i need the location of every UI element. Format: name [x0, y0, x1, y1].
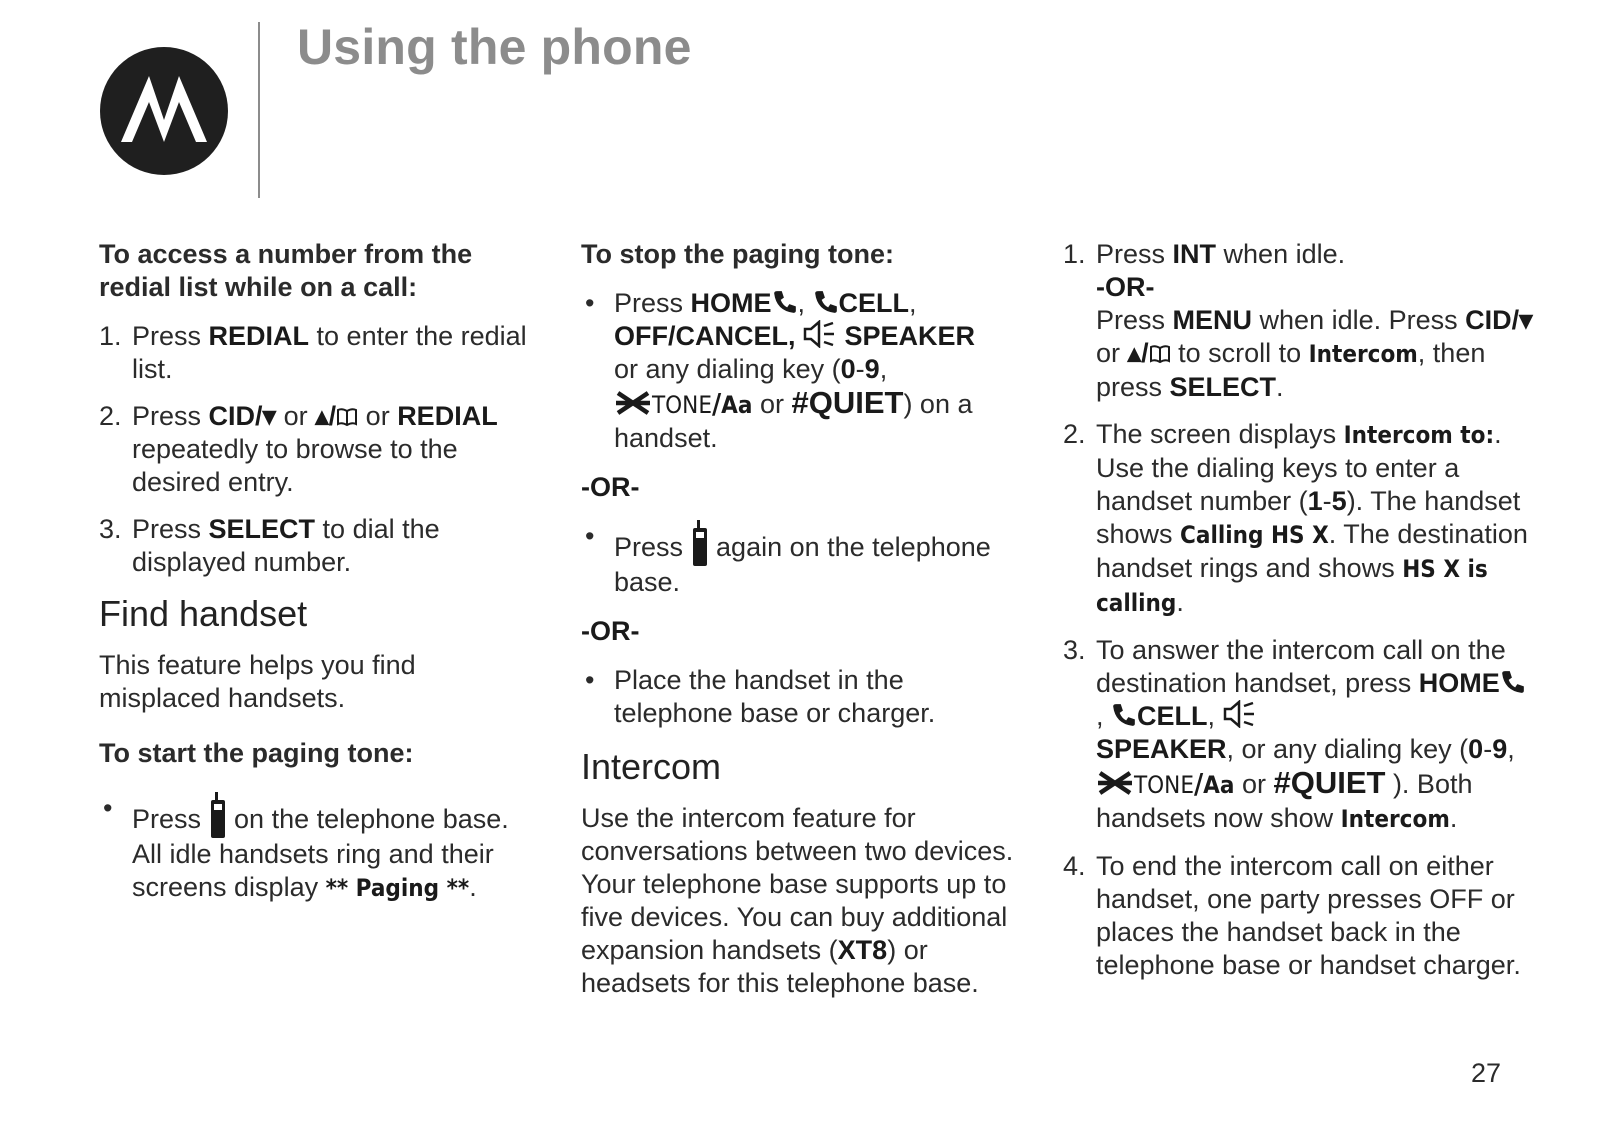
- phone-icon: [772, 289, 798, 315]
- phone-icon: [1111, 702, 1137, 728]
- column-1: [99, 238, 544, 921]
- star-key-icon: [1096, 770, 1134, 796]
- speaker-icon: [803, 320, 837, 348]
- phone-icon: [1500, 669, 1526, 695]
- page-title: Using the phone: [297, 19, 692, 75]
- speaker-icon: [1223, 700, 1257, 728]
- intercom-description: Use the intercom feature for conversations between two devices. Your telephone base supports up to five devices. You can buy additional expansion handsets (XT8) or headsets for this telephone base.: [581, 803, 1014, 998]
- list-item: • Press on the telephone base. All idle handsets ring and their screens display ** Paging **.: [103, 793, 509, 902]
- or-divider: -OR-: [581, 616, 640, 646]
- stop-paging-heading: To stop the paging tone:: [581, 239, 894, 269]
- find-handset-heading: Find handset: [99, 593, 308, 634]
- list-item: • Press again on the telephone base.: [585, 521, 991, 597]
- column-3: [1063, 238, 1533, 996]
- find-handset-icon: [691, 520, 709, 566]
- redial-heading: To access a number from the redial list while on a call:: [99, 239, 473, 302]
- list-item: 4. To end the intercom call on either handset, one party presses OFF or places the handset back in the telephone base or handset charger.: [1063, 851, 1521, 980]
- star-key-icon: [614, 390, 652, 416]
- column-2: [581, 238, 1026, 1016]
- motorola-logo: [99, 46, 229, 176]
- list-item: 1. Press INT when idle. -OR- Press MENU when idle. Press CID/▾ or ▴/ to scroll to Intercom, then press SELECT.: [1063, 239, 1533, 402]
- list-item: 1. Press REDIAL to enter the redial list.: [99, 321, 527, 384]
- find-handset-icon: [209, 792, 227, 838]
- list-item: 3. Press SELECT to dial the displayed number.: [99, 514, 440, 577]
- phonebook-icon: [1149, 343, 1171, 365]
- start-paging-heading: To start the paging tone:: [99, 738, 414, 768]
- list-item: • Place the handset in the telephone base or charger.: [585, 665, 936, 728]
- phonebook-icon: [336, 406, 358, 428]
- list-item: 2. Press CID/▾ or ▴/ or REDIAL repeatedly to browse to the desired entry.: [99, 401, 498, 497]
- find-handset-description: This feature helps you find misplaced handsets.: [99, 650, 416, 713]
- list-item: • Press HOME , CELL, OFF/CANCEL, SPEAKER or any dialing key (0-9, TONE/Aa or #QUIET) on a handset.: [585, 288, 976, 453]
- header-divider: [258, 22, 260, 198]
- phone-icon: [813, 289, 839, 315]
- intercom-heading: Intercom: [581, 746, 722, 787]
- page-number: 27: [1471, 1058, 1502, 1088]
- list-item: 3. To answer the intercom call on the destination handset, press HOME, CELL, SPEAKER, or any dialing key (0-9, TONE/Aa or #QUIET ). Both handsets now show Intercom.: [1063, 634, 1533, 836]
- or-divider: -OR-: [581, 472, 640, 502]
- list-item: 2. The screen displays Intercom to:. Use the dialing keys to enter a handset number (1-5). The handset shows Calling HS X. The destination handset rings and shows HS X is calling.: [1063, 419, 1528, 617]
